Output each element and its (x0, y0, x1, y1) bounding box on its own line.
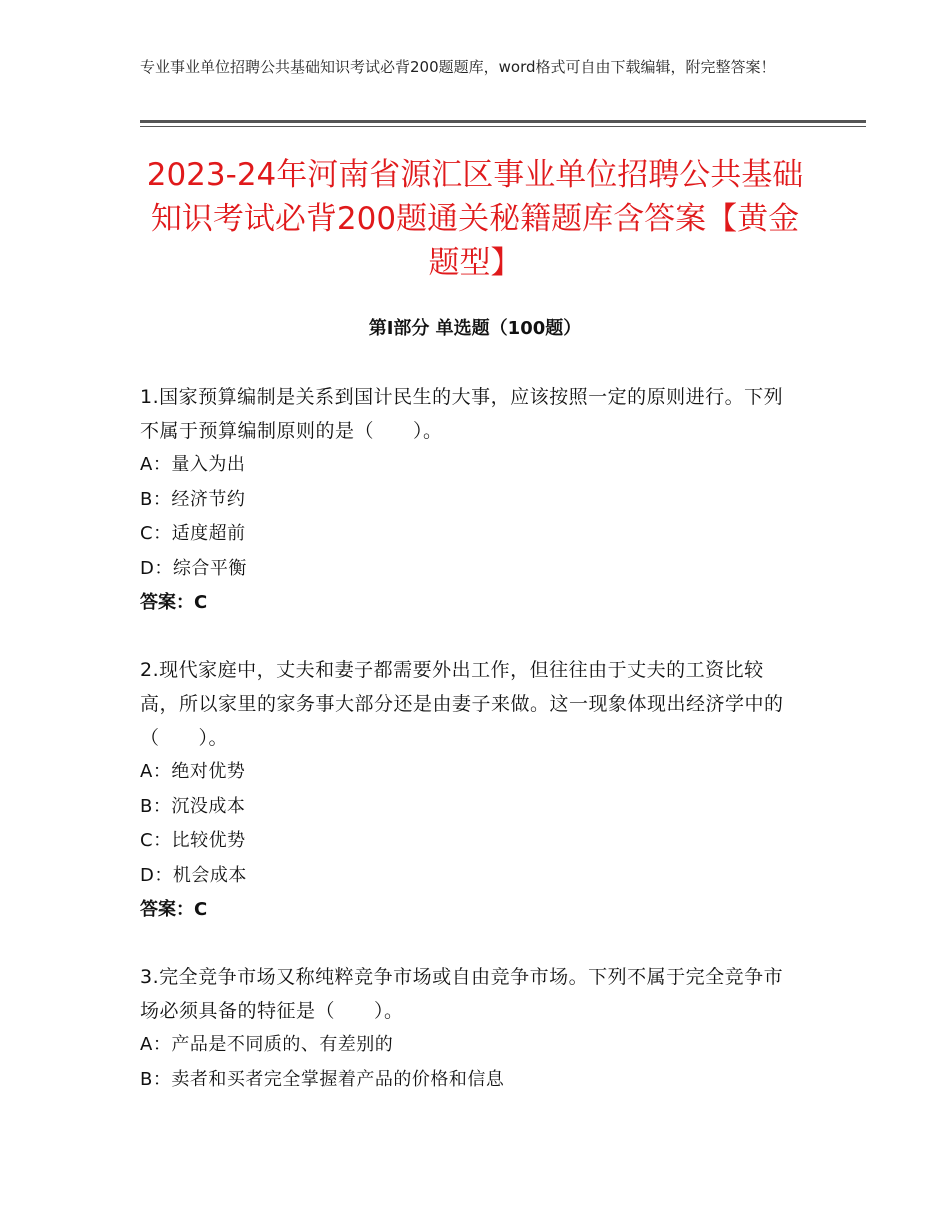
option-d: D：综合平衡 (140, 557, 247, 579)
option-c: C：适度超前 (140, 523, 246, 544)
document-title: 2023-24年河南省源汇区事业单位招聘公共基础知识考试必背200题通关秘籍题库含答案【黄金题型】 (146, 157, 804, 281)
question-stem: 2.现代家庭中，丈夫和妻子都需要外出工作，但往往由于丈夫的工资比较高，所以家里的家务事大部分还是由妻子来做。这一现象体现出经济学中的（ ）。 (140, 659, 784, 749)
option-a: A：量入为出 (140, 454, 246, 475)
option-c: C：比较优势 (140, 830, 246, 851)
question-stem: 3.完全竞争市场又称纯粹竞争市场或自由竞争市场。下列不属于完全竞争市场必须具备的特征是（ ）。 (140, 966, 784, 1022)
answer: 答案：C (140, 592, 208, 613)
header-divider (140, 120, 866, 123)
question-3 (140, 960, 800, 1097)
option-a: A：产品是不同质的、有差别的 (140, 1034, 394, 1055)
section-title: 第I部分 单选题（100题） (368, 318, 582, 339)
answer: 答案：C (140, 899, 208, 920)
option-b: B：卖者和买者完全掌握着产品的价格和信息 (140, 1068, 505, 1090)
question-2 (140, 653, 800, 927)
option-a: A：绝对优势 (140, 761, 246, 782)
header-divider-thin (140, 126, 866, 127)
question-1 (140, 380, 800, 620)
option-b: B：沉没成本 (140, 795, 246, 817)
question-stem: 1.国家预算编制是关系到国计民生的大事，应该按照一定的原则进行。下列不属于预算编制原则的是（ ）。 (140, 386, 784, 442)
option-d: D：机会成本 (140, 864, 247, 886)
header-note: 专业事业单位招聘公共基础知识考试必背200题题库，word格式可自由下载编辑，附完整答案！ (140, 58, 776, 76)
option-b: B：经济节约 (140, 488, 246, 510)
